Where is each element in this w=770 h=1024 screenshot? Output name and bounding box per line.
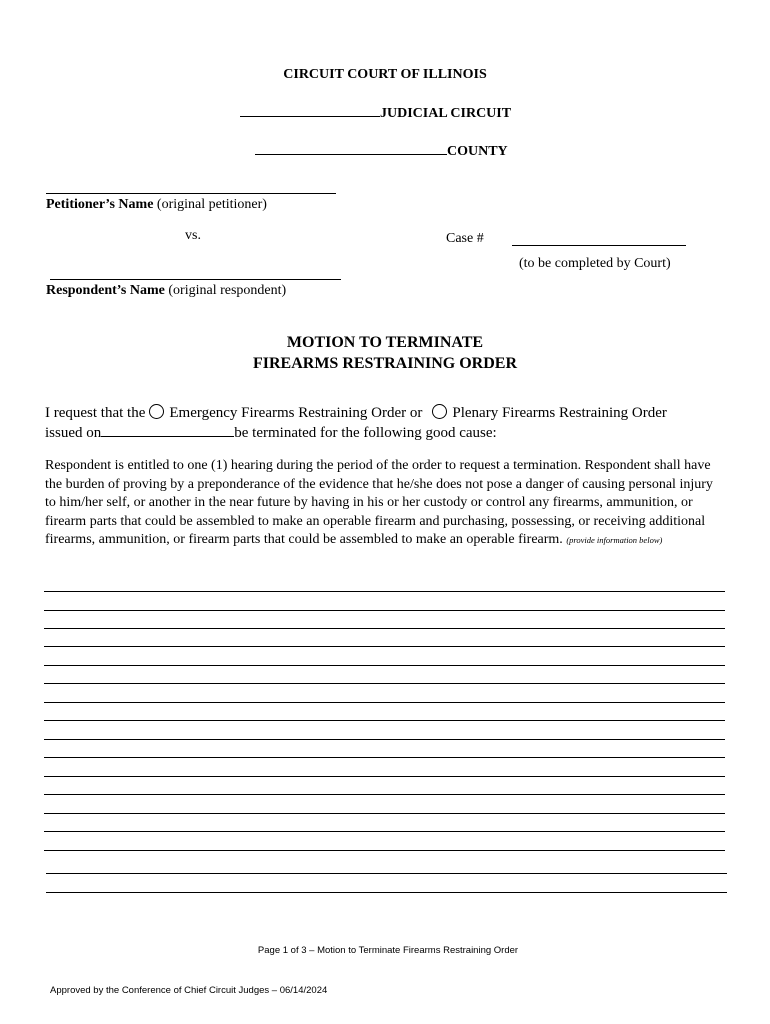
petitioner-caption bbox=[46, 197, 267, 213]
issued-line bbox=[45, 423, 497, 442]
answer-line[interactable] bbox=[44, 591, 725, 592]
plenary-order-label: Plenary Firearms Restraining Order bbox=[452, 405, 667, 421]
petitioner-note: (original petitioner) bbox=[156, 197, 267, 212]
respondent-note: (original respondent) bbox=[168, 283, 287, 298]
request-prefix: I request that the bbox=[45, 405, 146, 421]
answer-line[interactable] bbox=[44, 665, 725, 666]
answer-line[interactable] bbox=[44, 720, 725, 721]
burden-text: Respondent is entitled to one (1) hearing during the period of the order to request a termination. Respondent shall have the burden of proving by a preponderance of the evidence that he/she does not pose a danger of causing personal injury to him/her self, or another in the near future by having in his or her custody or control any firearms, ammunition, or firearm parts that could be assembled to make an operable firearm and purchasing, possessing, or receiving additional firearms, ammunition, or firearm parts that could be assembled to make an operable firearm. bbox=[45, 458, 713, 547]
case-note: (to be completed by Court) bbox=[519, 256, 671, 271]
county-field[interactable] bbox=[255, 141, 447, 155]
burden-paragraph bbox=[45, 457, 725, 550]
motion-title-line2: FIREARMS RESTRAINING ORDER bbox=[252, 355, 518, 372]
answer-line[interactable] bbox=[46, 873, 727, 874]
judicial-circuit-field[interactable] bbox=[240, 103, 380, 117]
issued-on-date-field[interactable] bbox=[101, 423, 234, 437]
answer-line[interactable] bbox=[44, 702, 725, 703]
judicial-circuit-label: JUDICIAL CIRCUIT bbox=[380, 106, 512, 121]
provide-info-hint: (provide information below) bbox=[566, 535, 663, 545]
answer-line[interactable] bbox=[44, 794, 725, 795]
request-line bbox=[45, 404, 667, 422]
answer-line[interactable] bbox=[44, 739, 725, 740]
answer-line[interactable] bbox=[44, 683, 725, 684]
emergency-order-radio[interactable] bbox=[149, 404, 164, 419]
issued-suffix: be terminated for the following good cause: bbox=[234, 425, 497, 441]
judicial-circuit-row bbox=[240, 103, 511, 122]
case-number-field[interactable] bbox=[512, 245, 686, 246]
page-footer: Page 1 of 3 – Motion to Terminate Firearms Restraining Order bbox=[257, 945, 519, 956]
respondent-caption bbox=[46, 283, 286, 299]
petitioner-name-field[interactable] bbox=[46, 193, 336, 194]
emergency-order-label: Emergency Firearms Restraining Order or bbox=[169, 405, 423, 421]
answer-line[interactable] bbox=[44, 831, 725, 832]
answer-line[interactable] bbox=[44, 850, 725, 851]
petitioner-label: Petitioner’s Name bbox=[46, 197, 154, 212]
respondent-name-field[interactable] bbox=[50, 279, 341, 280]
plenary-order-radio[interactable] bbox=[432, 404, 447, 419]
case-label: Case # bbox=[446, 231, 484, 246]
approval-footer: Approved by the Conference of Chief Circuit Judges – 06/14/2024 bbox=[50, 985, 328, 996]
answer-line[interactable] bbox=[44, 628, 725, 629]
versus-text: vs. bbox=[185, 228, 201, 243]
answer-line[interactable] bbox=[46, 892, 727, 893]
respondent-label: Respondent’s Name bbox=[46, 283, 165, 298]
answer-line[interactable] bbox=[44, 610, 725, 611]
county-row bbox=[255, 141, 508, 160]
answer-line[interactable] bbox=[44, 813, 725, 814]
issued-on-label: issued on bbox=[45, 425, 102, 441]
answer-line[interactable] bbox=[44, 757, 725, 758]
motion-title-line1: MOTION TO TERMINATE bbox=[286, 334, 484, 351]
county-label: COUNTY bbox=[447, 144, 508, 159]
answer-line[interactable] bbox=[44, 776, 725, 777]
court-title: CIRCUIT COURT OF ILLINOIS bbox=[283, 67, 487, 82]
answer-line[interactable] bbox=[44, 646, 725, 647]
